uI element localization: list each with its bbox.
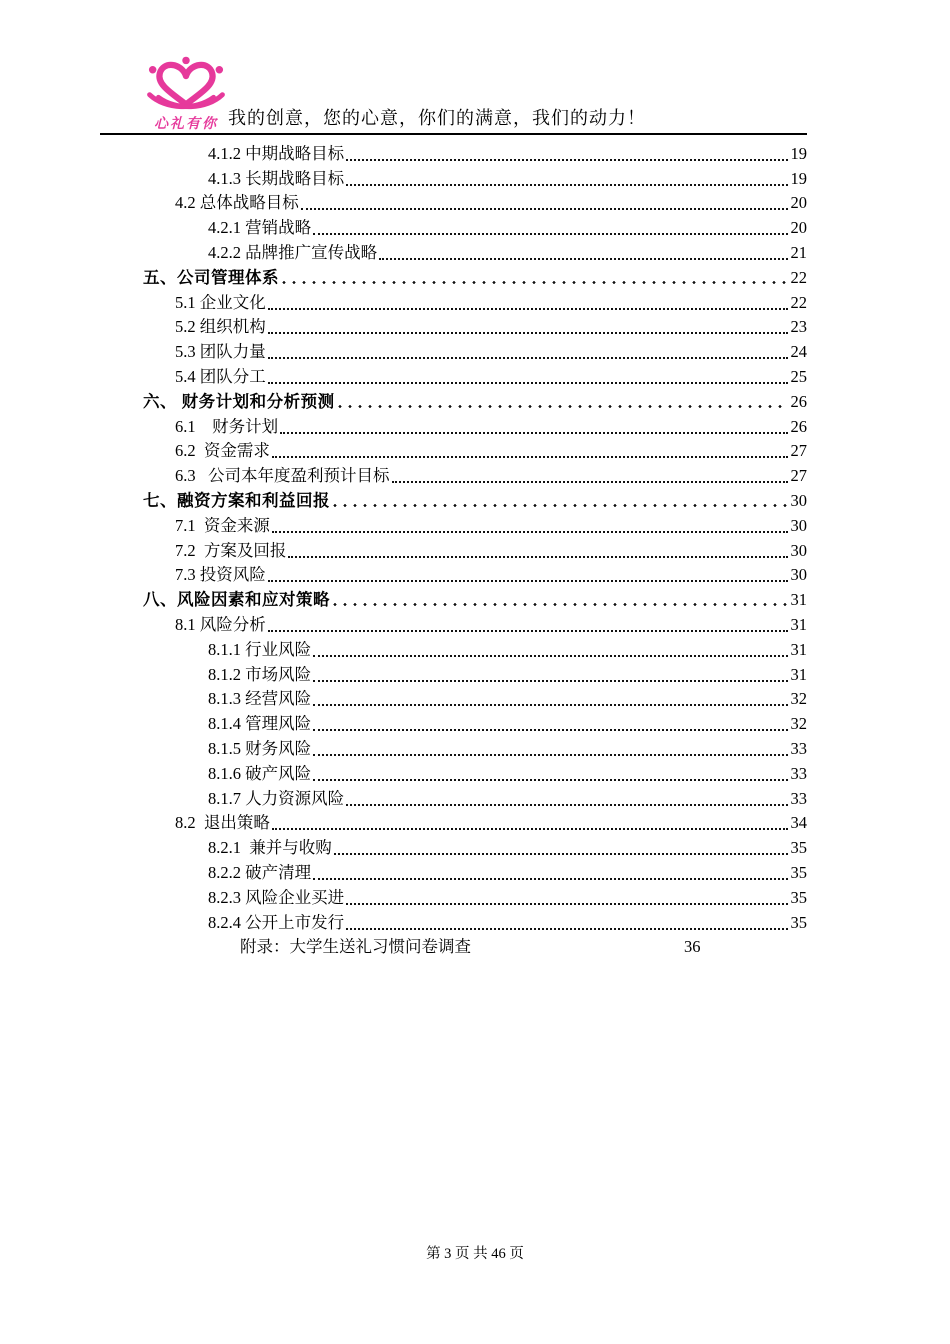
toc-dot-leader: [346, 184, 787, 186]
toc-entry[interactable]: [100, 363, 807, 388]
toc-entry-label: 7.3 投资风险: [175, 565, 266, 585]
toc-entry-page: 23: [790, 317, 807, 337]
toc-entry-page: 34: [790, 813, 807, 833]
toc-entry-page: 30: [790, 490, 807, 510]
toc-entry-page: 36: [684, 937, 701, 957]
toc-entry-page: 25: [790, 366, 807, 386]
toc-entry[interactable]: [100, 785, 807, 810]
toc-dot-leader: [334, 853, 788, 855]
toc-entry-page: 27: [790, 466, 807, 486]
toc-entry[interactable]: [100, 264, 807, 289]
toc-entry-label: 8.1.6 破产风险: [208, 763, 312, 783]
toc-entry-page: 20: [790, 218, 807, 238]
toc-entry-page: 35: [790, 887, 807, 907]
toc-entry-page: 31: [790, 590, 807, 610]
header-slogan: 我的创意，您的心意，你们的满意，我们的动力！: [228, 108, 646, 128]
toc-entry-page: 22: [790, 292, 807, 312]
toc-entry[interactable]: [100, 140, 807, 165]
toc-entry-label: 七、融资方案和利益回报: [143, 490, 330, 510]
toc-entry-label: 7.1 资金来源: [175, 515, 270, 535]
toc-entry-label: 5.1 企业文化: [175, 292, 266, 312]
toc-entry-page: 35: [790, 862, 807, 882]
toc-entry-page: 32: [790, 714, 807, 734]
toc-entry-label: 4.1.2 中期战略目标: [208, 143, 345, 163]
toc-dot-leader: [346, 804, 787, 806]
toc-dot-leader: [332, 503, 788, 508]
toc-dot-leader: [268, 382, 788, 384]
toc-dot-leader: [288, 556, 787, 558]
toc-entry-page: 19: [790, 143, 807, 163]
toc-dot-leader: [272, 828, 788, 830]
toc-entry-label: 8.1.2 市场风险: [208, 664, 312, 684]
toc-entry[interactable]: [100, 884, 807, 909]
toc-entry-label: 6.3 公司本年度盈利预计目标: [175, 466, 390, 486]
toc-entry-label: 6.1 财务计划: [175, 416, 279, 436]
heart-logo-icon: [146, 56, 226, 112]
toc-dot-leader: [379, 258, 787, 260]
toc-dot-leader: [268, 332, 788, 334]
logo-text: 心礼有你: [154, 117, 218, 132]
toc-entry-label: 五、公司管理体系: [143, 267, 279, 287]
toc-entry[interactable]: [100, 636, 807, 661]
toc-entry[interactable]: [100, 413, 807, 438]
toc-dot-leader: [313, 680, 787, 682]
toc-dot-leader: [281, 280, 788, 285]
toc-entry-label: 5.3 团队力量: [175, 342, 266, 362]
toc-entry-page: 24: [790, 342, 807, 362]
toc-entry[interactable]: [100, 512, 807, 537]
toc-dot-leader: [346, 928, 787, 930]
toc-entry-page: 30: [790, 515, 807, 535]
toc-entry[interactable]: [100, 214, 807, 239]
toc-entry[interactable]: [100, 239, 807, 264]
toc-dot-leader: [313, 729, 787, 731]
toc-entry[interactable]: [100, 810, 807, 835]
toc-entry[interactable]: [100, 537, 807, 562]
toc-dot-leader: [346, 903, 787, 905]
toc-entry-page: 26: [790, 416, 807, 436]
toc-entry-label: 8.1.7 人力资源风险: [208, 788, 345, 808]
toc-entry[interactable]: [100, 438, 807, 463]
toc-entry-label: 5.4 团队分工: [175, 366, 266, 386]
toc-entry[interactable]: [100, 735, 807, 760]
toc-entry-page: 31: [790, 664, 807, 684]
toc-entry[interactable]: [100, 165, 807, 190]
toc-entry-label: 8.1.5 财务风险: [208, 738, 312, 758]
toc-entry-label: 4.2.1 营销战略: [208, 218, 312, 238]
toc-entry-page: 21: [790, 242, 807, 262]
toc-dot-leader: [313, 233, 787, 235]
toc-entry-label: 8.2.1 兼并与收购: [208, 838, 332, 858]
toc-entry-page: 26: [790, 391, 807, 411]
toc: [100, 140, 807, 958]
toc-entry[interactable]: [100, 760, 807, 785]
toc-dot-leader: [346, 159, 787, 161]
toc-entry-page: 35: [790, 838, 807, 858]
toc-dot-leader: [337, 404, 788, 409]
toc-entry[interactable]: [100, 388, 807, 413]
toc-entry-label: 4.2 总体战略目标: [175, 193, 299, 213]
toc-entry[interactable]: [100, 289, 807, 314]
toc-entry[interactable]: [100, 586, 807, 611]
toc-dot-leader: [268, 357, 788, 359]
toc-entry-page: 35: [790, 912, 807, 932]
toc-entry-label: 8.2.2 破产清理: [208, 862, 312, 882]
toc-entry[interactable]: [100, 314, 807, 339]
toc-entry[interactable]: [100, 686, 807, 711]
page-footer: 第 3 页 共 46 页: [426, 1246, 524, 1262]
toc-entry-label: 六、 财务计划和分析预测: [143, 391, 335, 411]
toc-dot-leader: [332, 602, 788, 607]
toc-entry-page: 33: [790, 788, 807, 808]
toc-entry-label: 8.2 退出策略: [175, 813, 270, 833]
toc-entry[interactable]: [100, 859, 807, 884]
toc-entry[interactable]: [100, 338, 807, 363]
toc-dot-leader: [392, 481, 788, 483]
header-divider: [100, 133, 807, 135]
toc-entry-label: 4.1.3 长期战略目标: [208, 168, 345, 188]
toc-entry[interactable]: [100, 190, 807, 215]
toc-dot-leader: [268, 580, 788, 582]
toc-entry[interactable]: [100, 834, 807, 859]
toc-dot-leader: [268, 630, 788, 632]
toc-entry[interactable]: [100, 487, 807, 512]
toc-entry-label: 4.2.2 品牌推广宣传战略: [208, 242, 378, 262]
toc-entry-label: 8.2.4 公开上市发行: [208, 912, 345, 932]
toc-entry-page: 31: [790, 639, 807, 659]
toc-entry-label: 8.1.4 管理风险: [208, 714, 312, 734]
toc-entry-page: 32: [790, 689, 807, 709]
toc-entry-label: 8.1.1 行业风险: [208, 639, 312, 659]
toc-entry[interactable]: [100, 661, 807, 686]
toc-entry[interactable]: [100, 710, 807, 735]
company-logo: [145, 56, 227, 133]
toc-entry-page: 20: [790, 193, 807, 213]
toc-entry-label: 6.2 资金需求: [175, 441, 270, 461]
toc-dot-leader: [313, 754, 787, 756]
toc-entry-label: 7.2 方案及回报: [175, 540, 287, 560]
toc-entry-label: 附录：大学生送礼习惯问卷调查: [240, 937, 471, 957]
toc-entry-label: 5.2 组织机构: [175, 317, 266, 337]
toc-dot-leader: [268, 308, 788, 310]
toc-dot-leader: [313, 779, 787, 781]
toc-dot-leader: [280, 432, 787, 434]
toc-dot-leader: [313, 704, 787, 706]
toc-dot-leader: [313, 878, 787, 880]
toc-entry[interactable]: [100, 611, 807, 636]
toc-entry-page: 31: [790, 614, 807, 634]
toc-entry[interactable]: [100, 462, 807, 487]
toc-entry-label: 8.1.3 经营风险: [208, 689, 312, 709]
toc-dot-leader: [301, 208, 788, 210]
toc-dot-leader: [272, 456, 788, 458]
toc-entry-page: 27: [790, 441, 807, 461]
toc-entry-label: 八、风险因素和应对策略: [143, 590, 330, 610]
toc-entry-page: 19: [790, 168, 807, 188]
toc-entry[interactable]: [100, 562, 807, 587]
toc-entry[interactable]: [100, 934, 807, 959]
toc-entry-page: 30: [790, 565, 807, 585]
toc-entry-page: 33: [790, 738, 807, 758]
toc-entry[interactable]: [100, 909, 807, 934]
toc-entry-page: 33: [790, 763, 807, 783]
toc-entry-label: 8.1 风险分析: [175, 614, 266, 634]
toc-entry-label: 8.2.3 风险企业买进: [208, 887, 345, 907]
toc-dot-leader: [272, 531, 788, 533]
toc-entry-page: 22: [790, 267, 807, 287]
toc-dot-leader: [313, 655, 787, 657]
toc-entry-page: 30: [790, 540, 807, 560]
